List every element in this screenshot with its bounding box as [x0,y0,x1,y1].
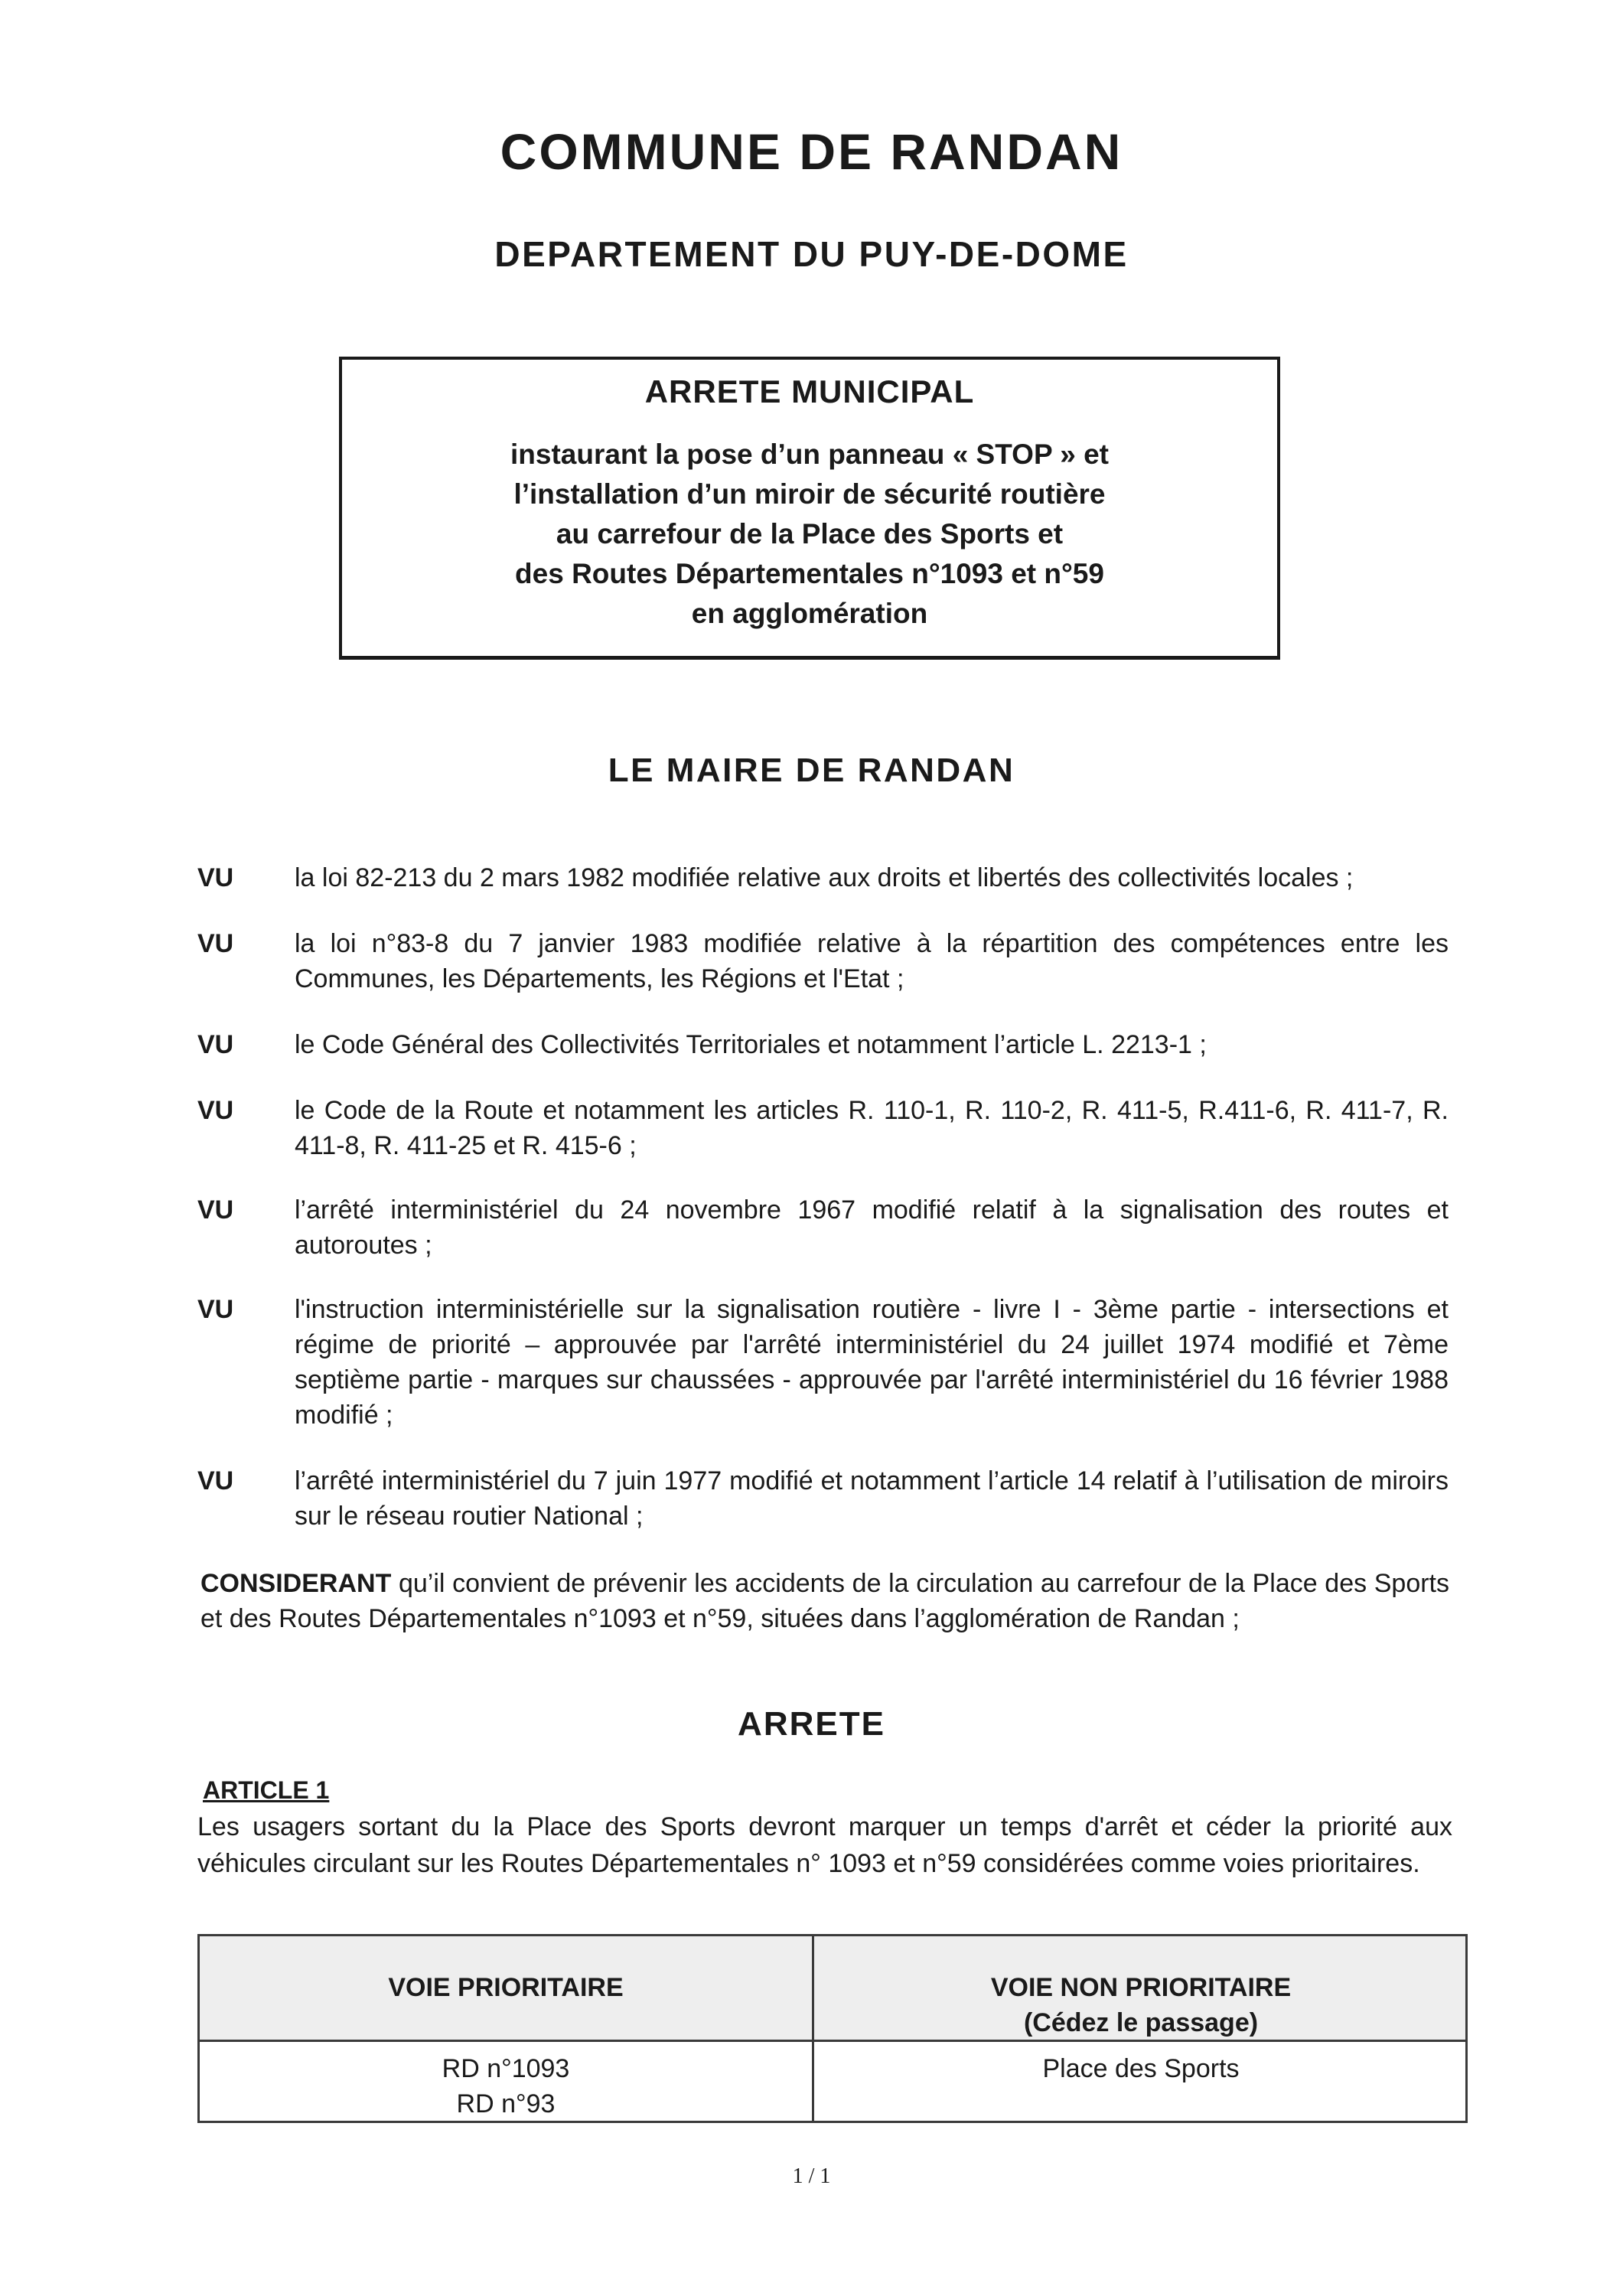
header-voie-prioritaire [200,1970,812,2005]
considerant-label: CONSIDERANT [200,1569,392,1598]
vu-text: l’arrêté interministériel du 7 juin 1977 modifié et notamment l’article 14 relatif à l’utilisation de miroirs sur le réseau routier National ; [295,1466,1449,1531]
header-voie-non-prioritaire-sublabel: (Cédez le passage) [1023,2008,1259,2037]
maire-heading: LE MAIRE DE RANDAN [608,752,1015,789]
vu-label: VU [197,1195,234,1225]
vu-text: le Code Général des Collectivités Territoriales et notamment l’article L. 2213-1 ; [295,1030,1207,1059]
vu-label: VU [197,863,234,892]
decree-title: ARRETE MUNICIPAL [644,373,975,409]
arrete-heading: ARRETE [738,1705,885,1743]
header-voie-prioritaire-label: VOIE PRIORITAIRE [388,1973,624,2002]
decree-subtitle-line: au carrefour de la Place des Sports et [556,518,1064,550]
considerant-paragraph [200,1566,1449,1636]
article-1-title: ARTICLE 1 [203,1776,330,1804]
vu-text: la loi n°83-8 du 7 janvier 1983 modifiée relative à la répartition des compétences entre les Communes, les Départements, les Régions et l'Etat ; [295,929,1449,993]
departement-heading: DEPARTEMENT DU PUY-DE-DOME [494,234,1129,274]
header-voie-non-prioritaire [814,1970,1468,2040]
cell-voie-non-prioritaire [814,2051,1468,2086]
decree-subtitle-line: l’installation d’un miroir de sécurité routière [513,478,1106,510]
vu-text: la loi 82-213 du 2 mars 1982 modifiée relative aux droits et libertés des collectivités locales ; [295,863,1354,892]
decree-title-box [339,357,1280,660]
decree-subtitle [342,435,1277,634]
cell-voie-prioritaire [200,2051,812,2122]
vu-label: VU [197,1096,234,1125]
vu-text: le Code de la Route et notamment les articles R. 110-1, R. 110-2, R. 411-5, R.411-6, R. 411-7, R. 411-8, R. 411-25 et R. 415-6 ; [295,1096,1449,1160]
vu-label: VU [197,1030,234,1059]
table-cell-value: Place des Sports [1042,2054,1240,2083]
vu-text: l'instruction interministérielle sur la signalisation routière - livre I - 3ème partie - intersections et régime de priorité – approuvée par l'arrêté interministériel du 24 juillet 1974 modifié et 7ème septième partie - marques sur chaussées - approuvée par l'arrêté interministériel du 16 février 1988 modifié ; [295,1295,1449,1430]
considerant-text: qu’il convient de prévenir les accidents de la circulation au carrefour de la Place des Sports et des Routes Départementales n°1093 et n°59, situées dans l’agglomération de Randan ; [200,1569,1449,1633]
decree-subtitle-line: instaurant la pose d’un panneau « STOP » et [510,439,1109,470]
header-voie-non-prioritaire-label: VOIE NON PRIORITAIRE [990,1973,1292,2002]
table-cell-value: RD n°1093 [442,2054,570,2083]
vu-label: VU [197,1466,234,1495]
vu-label: VU [197,929,234,958]
commune-heading: COMMUNE DE RANDAN [500,123,1123,180]
page-number: 1 / 1 [792,2164,831,2188]
vu-text: l’arrêté interministériel du 24 novembre 1967 modifié relatif à la signalisation des routes et autoroutes ; [295,1195,1449,1260]
article-1-text: Les usagers sortant du la Place des Sports devront marquer un temps d'arrêt et céder la priorité aux véhicules circulant sur les Routes Départementales n° 1093 et n°59 considérées comme voies prioritaires. [197,1812,1452,1878]
decree-subtitle-line: en agglomération [691,598,928,629]
vu-label: VU [197,1295,234,1324]
table-cell-value: RD n°93 [456,2089,556,2118]
priority-table [197,1934,1468,2123]
decree-subtitle-line: des Routes Départementales n°1093 et n°59 [515,558,1104,589]
